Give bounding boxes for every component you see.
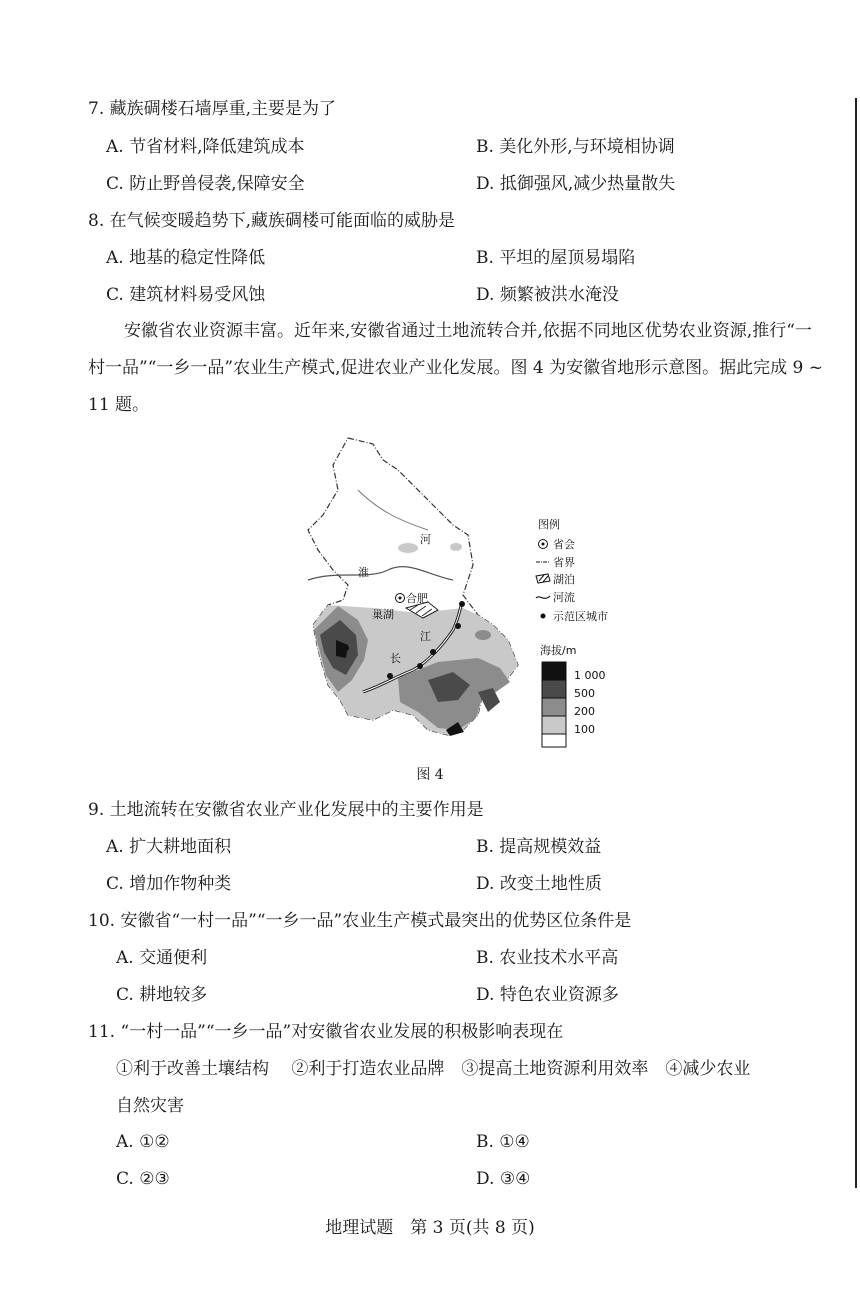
- northern-hill-a: [398, 543, 418, 553]
- demo-city-5: [387, 673, 393, 679]
- demo-city-3: [430, 649, 436, 655]
- legend-elevation-title: 海拔/m: [540, 644, 577, 657]
- demo-city-2: [455, 623, 461, 629]
- q7-stem: 7. 藏族碉楼石墙厚重,主要是为了: [88, 99, 337, 119]
- q10-stem: 10. 安徽省“一村一品”“一乡一品”农业生产模式最突出的优势区位条件是: [88, 911, 632, 931]
- q7-option-d[interactable]: D. 抵御强风,减少热量散失: [476, 174, 676, 194]
- q11-items-cont: 自然灾害: [116, 1096, 184, 1116]
- q10-option-b[interactable]: B. 农业技术水平高: [476, 948, 619, 968]
- map-label-chaohu: 巢湖: [372, 608, 394, 621]
- q9-option-b[interactable]: B. 提高规模效益: [476, 837, 602, 857]
- q9-stem: 9. 土地流转在安徽省农业产业化发展中的主要作用是: [88, 800, 484, 820]
- legend-capital: 省会: [553, 538, 575, 551]
- q7-option-b[interactable]: B. 美化外形,与环境相协调: [476, 137, 675, 157]
- q7-option-a[interactable]: A. 节省材料,降低建筑成本: [106, 137, 305, 157]
- map-legend: [536, 517, 608, 747]
- legend-title: 图例: [538, 518, 560, 531]
- northern-hill-c: [475, 630, 491, 640]
- q8-option-b[interactable]: B. 平坦的屋顶易塌陷: [476, 248, 636, 268]
- q11-option-c[interactable]: C. ②③: [116, 1169, 170, 1189]
- q11-option-b[interactable]: B. ①④: [476, 1132, 530, 1152]
- q11-option-d[interactable]: D. ③④: [476, 1169, 531, 1189]
- map-label-hefei: 合肥: [406, 592, 428, 605]
- page-footer: 地理试题 第 3 页(共 8 页): [325, 1218, 535, 1238]
- q8-option-a[interactable]: A. 地基的稳定性降低: [106, 248, 266, 268]
- legend-level-100: 100: [574, 723, 595, 736]
- map-label-he: 河: [420, 533, 431, 546]
- q9-option-d[interactable]: D. 改变土地性质: [476, 874, 602, 894]
- q10-option-d[interactable]: D. 特色农业资源多: [476, 985, 619, 1005]
- q10-option-a[interactable]: A. 交通便利: [116, 948, 208, 968]
- q10-option-c[interactable]: C. 耕地较多: [116, 985, 208, 1005]
- q9-option-c[interactable]: C. 增加作物种类: [106, 874, 232, 894]
- q8-option-d[interactable]: D. 频繁被洪水淹没: [476, 285, 619, 305]
- legend-level-500: 500: [574, 687, 595, 700]
- demo-city-6: [343, 645, 349, 651]
- q8-option-c[interactable]: C. 建筑材料易受风蚀: [106, 285, 266, 305]
- figure-caption: 图 4: [416, 767, 444, 783]
- legend-level-200: 200: [574, 705, 595, 718]
- intro-paragraph: 安徽省农业资源丰富。近年来,安徽省通过土地流转合并,依据不同地区优势农业资源,推行“一村一品”“一乡一品”农业生产模式,促进农业产业化发展。图 4 为安徽省地形示意图。据此完成 9 ~ 11 题。: [88, 321, 823, 415]
- legend-lake: 湖泊: [553, 573, 575, 586]
- q9-option-a[interactable]: A. 扩大耕地面积: [106, 837, 232, 857]
- legend-demo-city: 示范区城市: [553, 610, 608, 623]
- page-edge-rule: [855, 98, 857, 1188]
- legend-boundary: 省界: [553, 556, 575, 569]
- demo-city-4: [417, 663, 423, 669]
- northern-hill-b: [450, 543, 462, 551]
- legend-river: 河流: [553, 591, 575, 604]
- q7-option-c[interactable]: C. 防止野兽侵袭,保障安全: [106, 174, 305, 194]
- map-label-huai: 淮: [358, 566, 369, 579]
- q11-option-a[interactable]: A. ①②: [116, 1132, 170, 1152]
- q8-stem: 8. 在气候变暖趋势下,藏族碉楼可能面临的威胁是: [88, 211, 456, 231]
- q11-items: ①利于改善土壤结构 ②利于打造农业品牌 ③提高土地资源利用效率 ④减少农业: [116, 1059, 751, 1079]
- map-label-chang: 长: [390, 652, 401, 665]
- legend-level-1000: 1 000: [574, 669, 606, 682]
- anhui-terrain-map: [278, 430, 638, 750]
- demo-city-1: [459, 601, 465, 607]
- map-label-jiang: 江: [420, 630, 431, 643]
- q11-stem: 11. “一村一品”“一乡一品”对安徽省农业发展的积极影响表现在: [88, 1022, 564, 1042]
